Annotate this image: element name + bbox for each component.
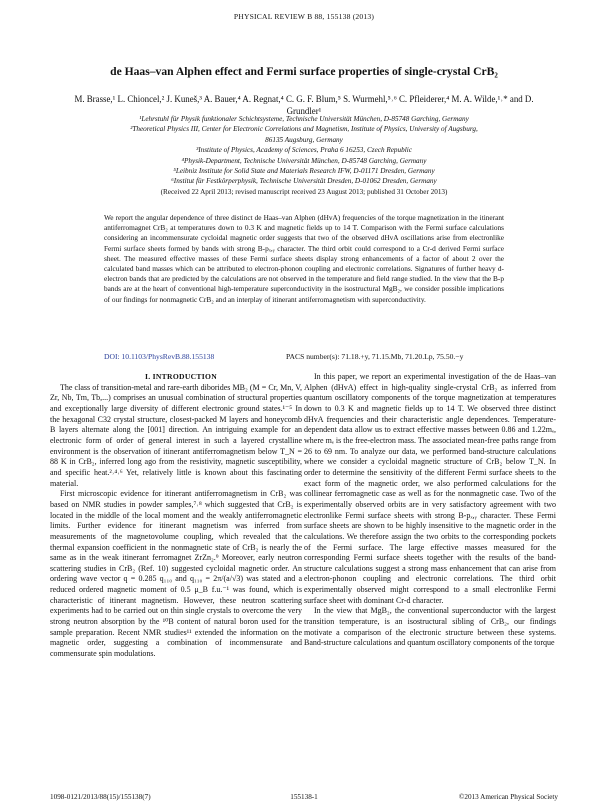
page-number: 155138-1 xyxy=(290,793,318,801)
affiliation-3: ³Institute of Physics, Academy of Sciences, Praha 6 16253, Czech Republic xyxy=(196,146,412,155)
affiliation-6: ⁶Institut für Festkörperphysik, Technische Universität Dresden, D-01062 Dresden, Germany xyxy=(171,177,437,186)
abstract xyxy=(104,213,504,305)
abstract-text: We report the angular dependence of three distinct de Haas–van Alphen (dHvA) frequencies of the torque magnetization in the itinerant antiferromagnet CrB₂ at temperatures down to 0.3 K and magnetic fields up to 14 T. Comparison with the Fermi surface calculations considering an incommensurate cycloidal magnetic order suggests that two of the observed dHvA oscillations arise from electronlike Fermi surface sheets formed by bands with strong B-pₓ,ᵧ character. The third orbit could correspond to a Cr-d derived Fermi surface sheet. The measured effective masses of these Fermi surface sheets display strong enhancements of a factor of about 2 over the calculated band masses which can be attributed to electron-phonon coupling and electronic correlations. Signatures of further heavy d-electron bands that are predicted by the calculations are not observed in the temperature and field range studied. In the view that the B-p bands are at the heart of conventional high-temperature superconductivity in the isostructural MgB₂, we consider possible implications of our findings for nonmagnetic CrB₂ and an interplay of itinerant antiferromagnetism with superconductivity. xyxy=(104,213,504,304)
paper-title: de Haas–van Alphen effect and Fermi surface properties of single-crystal CrB₂ xyxy=(110,65,498,78)
affiliation-2: ²Theoretical Physics III, Center for Electronic Correlations and Magnetism, Institute of Physics, University of Augsburg, xyxy=(130,125,478,134)
received-dates: (Received 22 April 2013; revised manuscript received 23 August 2013; published 31 October 2013) xyxy=(160,187,448,196)
affiliation-1: ¹Lehrstuhl für Physik funktionaler Schichtsysteme, Technische Universität München, D-85748 Garching, Germany xyxy=(139,115,469,123)
footer-copyright: ©2013 American Physical Society xyxy=(458,793,558,801)
affiliations xyxy=(40,114,568,197)
right-column xyxy=(304,372,556,649)
affiliation-5: ⁵Leibniz Institute for Solid State and Materials Research IFW, D-01171 Dresden, Germany xyxy=(173,167,435,176)
paragraph: In the view that MgB₂, the conventional superconductor with the largest transition temperature, is an isostructural sibling of CrB₂, our findings motivate a comparison of the electronic structure between these systems. Band-structure calculations and quantum oscillatory components of the torque xyxy=(304,606,556,648)
doi-pacs-line xyxy=(104,352,504,361)
paragraph: In this paper, we report an experimental investigation of the de Haas–van Alphen (dHvA) effect in high-quality single-crystal CrB₂ as inferred from quantum oscillatory components of the torque magnetization at temperatures down to 0.3 K and magnetic fields up to 14 T. We observed three distinct dHvA frequencies and their characteristic angle dependences. Temperature-dependent data allow us to extract effective masses between 0.86 and 1.22mₑ, where mₑ is the free-electron mass. The associated mean-free paths range from 26 to 69 nm. To analyze our data, we performed band-structure calculations where we consider a cycloidal magnetic structure of CrB₂ below T_N. In order to determine the sensitivity of the different Fermi surface sheets to the exact form of the magnetic order, we also performed calculations for the collinear ferromagnetic case as well as for the nonmagnetic case. Two of the experimentally observed orbits are in very satisfactory agreement with two electronlike Fermi surface sheets with strong B-pₓ,ᵧ character. These Fermi surface sheets are shown to be highly insensitive to the magnetic order in the calculations. We therefore assign the two orbits to the corresponding pockets of the Fermi surface. The large effective masses measured for the corresponding Fermi surface sheets together with the results of the band-structure calculations suggest a strong mass enhancement that can arise from electron-phonon coupling and electronic correlations. The third orbit experimentally observed might correspond to a small electronlike Fermi surface sheet with dominant Cr-d character. xyxy=(304,372,556,605)
running-header: PHYSICAL REVIEW B 88, 155138 (2013) xyxy=(233,12,375,21)
section-heading: I. INTRODUCTION xyxy=(144,372,217,381)
affiliation-4: ⁴Physik-Department, Technische Universität München, D-85748 Garching, Germany xyxy=(181,156,427,165)
pacs-numbers: PACS number(s): 71.18.+y, 71.15.Mb, 71.20.Lp, 75.50.−y xyxy=(286,352,464,361)
paragraph: First microscopic evidence for itinerant antiferromagnetism in CrB₂ was based on NMR studies in powder samples,⁷˒⁸ which suggested that CrB₂ is located in the middle of the local moment and the weakly antiferromagnetic limits. Further evidence for itinerant magnetism was inferred from measurements of the magnetovolume coupling, which revealed that the thermal expansion coefficient in the nonmagnetic state of CrB₂ is nearly the same as in the weak itinerant ferromagnet ZrZn₂.⁹ Moreover, early neutron scattering studies in CrB₂ (Ref. 10) suggested cycloidal magnetic order. An ordering wave vector q = 0.285 q₁₁₀ and q₁₁₀ = 2π/(a/√3) was stated and a reduced ordered magnetic moment of 0.5 μ_B f.u.⁻¹ was found, which is characteristic of itinerant magnetism. However, these neutron scattering experiments had to be carried out on thin single crystals to overcome the very strong neutron absorption by the ¹⁰B content of natural boron used for the sample preparation. Recent NMR studies¹¹ extended the information on the magnetic order, suggesting a combination of incommensurate and commensurate spin modulations. xyxy=(50,489,302,659)
author-list: M. Brasse,¹ L. Chioncel,² J. Kuneš,³ A. Bauer,⁴ A. Regnat,⁴ C. G. F. Blum,⁵ S. Wurmehl,⁵˒⁶ C. Pfleiderer,⁴ M. A. Wilde,¹˒* and D. Grundler¹ xyxy=(74,94,534,116)
doi-link[interactable]: DOI: 10.1103/PhysRevB.88.155138 xyxy=(104,352,215,361)
affiliation-2-cont: 86135 Augsburg, Germany xyxy=(265,135,343,144)
paragraph: The class of transition-metal and rare-earth diborides MB₂ (M = Cr, Mn, V, Zr, Nb, Tm, Tb,...) comprises an unusual combination of structural properties and exceptionally large diversity of different electronic ground states.¹⁻⁵ In the hexagonal C32 crystal structure, closest-packed M layers and honeycomb B layers alternate along the [001] direction. An intriguing example for an electronic form of order of general interest in such a layered crystalline environment is the observation of itinerant antiferromagnetism below T_N = 88 K in CrB₂, inferred long ago from the resistivity, magnetic susceptibility, and specific heat.²˒⁴˒⁶ Yet, relatively little is known about this fascinating material. xyxy=(50,382,302,488)
left-column xyxy=(50,372,302,660)
footer-issn: 1098-0121/2013/88(15)/155138(7) xyxy=(50,793,151,801)
